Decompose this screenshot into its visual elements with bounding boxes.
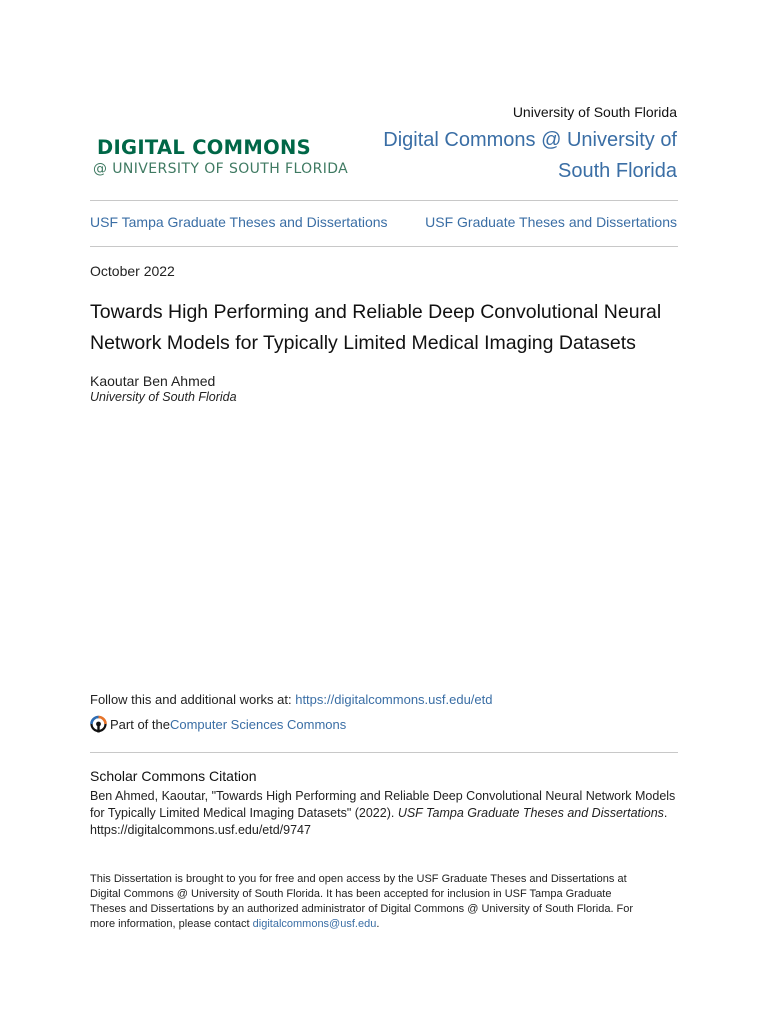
citation-heading: Scholar Commons Citation (90, 768, 257, 784)
author-affiliation: University of South Florida (90, 390, 237, 404)
part-of-line (90, 715, 346, 733)
follow-prefix: Follow this and additional works at: (90, 692, 296, 707)
institution-name: University of South Florida (512, 104, 677, 120)
citation-body (90, 788, 680, 839)
collections-divider (90, 246, 678, 247)
contact-email-link[interactable]: digitalcommons@usf.edu (252, 918, 377, 930)
author-name: Kaoutar Ben Ahmed (90, 373, 216, 389)
digital-commons-logo[interactable] (93, 136, 363, 178)
citation-series: USF Tampa Graduate Theses and Dissertations (397, 806, 664, 820)
citation-series-end: . (663, 806, 668, 820)
collection-link-usf[interactable]: USF Graduate Theses and Dissertations (425, 214, 677, 230)
citation-text: Ben Ahmed, Kaoutar, "Towards High Performing and Reliable Deep Convolutional Neural Network Models for Typically Limited Medical Imaging Datasets" (2022). (90, 789, 676, 820)
follow-url-link[interactable]: https://digitalcommons.usf.edu/etd (295, 692, 493, 707)
access-statement-end: . (376, 918, 380, 930)
collection-link-tampa[interactable]: USF Tampa Graduate Theses and Dissertations (90, 214, 388, 230)
repository-title-link[interactable]: Digital Commons @ University of South Florida (383, 129, 677, 182)
access-statement (90, 872, 650, 932)
computer-sciences-commons-link[interactable]: Computer Sciences Commons (169, 716, 347, 732)
access-statement-text: This Dissertation is brought to you for free and open access by the USF Graduate Theses and Dissertations at Digital Commons @ University of South Florida. It has been accepted for inclusion in USF Tampa Graduate Theses and Dissertations by an authorized administrator of Digital Commons @ University of South Florida. For more information, please contact (90, 873, 634, 930)
logo-main-text: DIGITAL COMMONS (97, 136, 311, 159)
logo-sub-text: @ UNIVERSITY OF SOUTH FLORIDA (93, 161, 349, 177)
header-divider (90, 200, 678, 201)
bepress-network-icon (90, 715, 107, 733)
citation-divider (90, 752, 678, 753)
document-title: Towards High Performing and Reliable Deep Convolutional Neural Network Models for Typically Limited Medical Imaging Datasets (90, 301, 662, 354)
citation-url: https://digitalcommons.usf.edu/etd/9747 (90, 823, 311, 837)
part-of-prefix: Part of the (110, 716, 170, 732)
publication-date: October 2022 (90, 263, 175, 279)
follow-line (90, 692, 493, 707)
